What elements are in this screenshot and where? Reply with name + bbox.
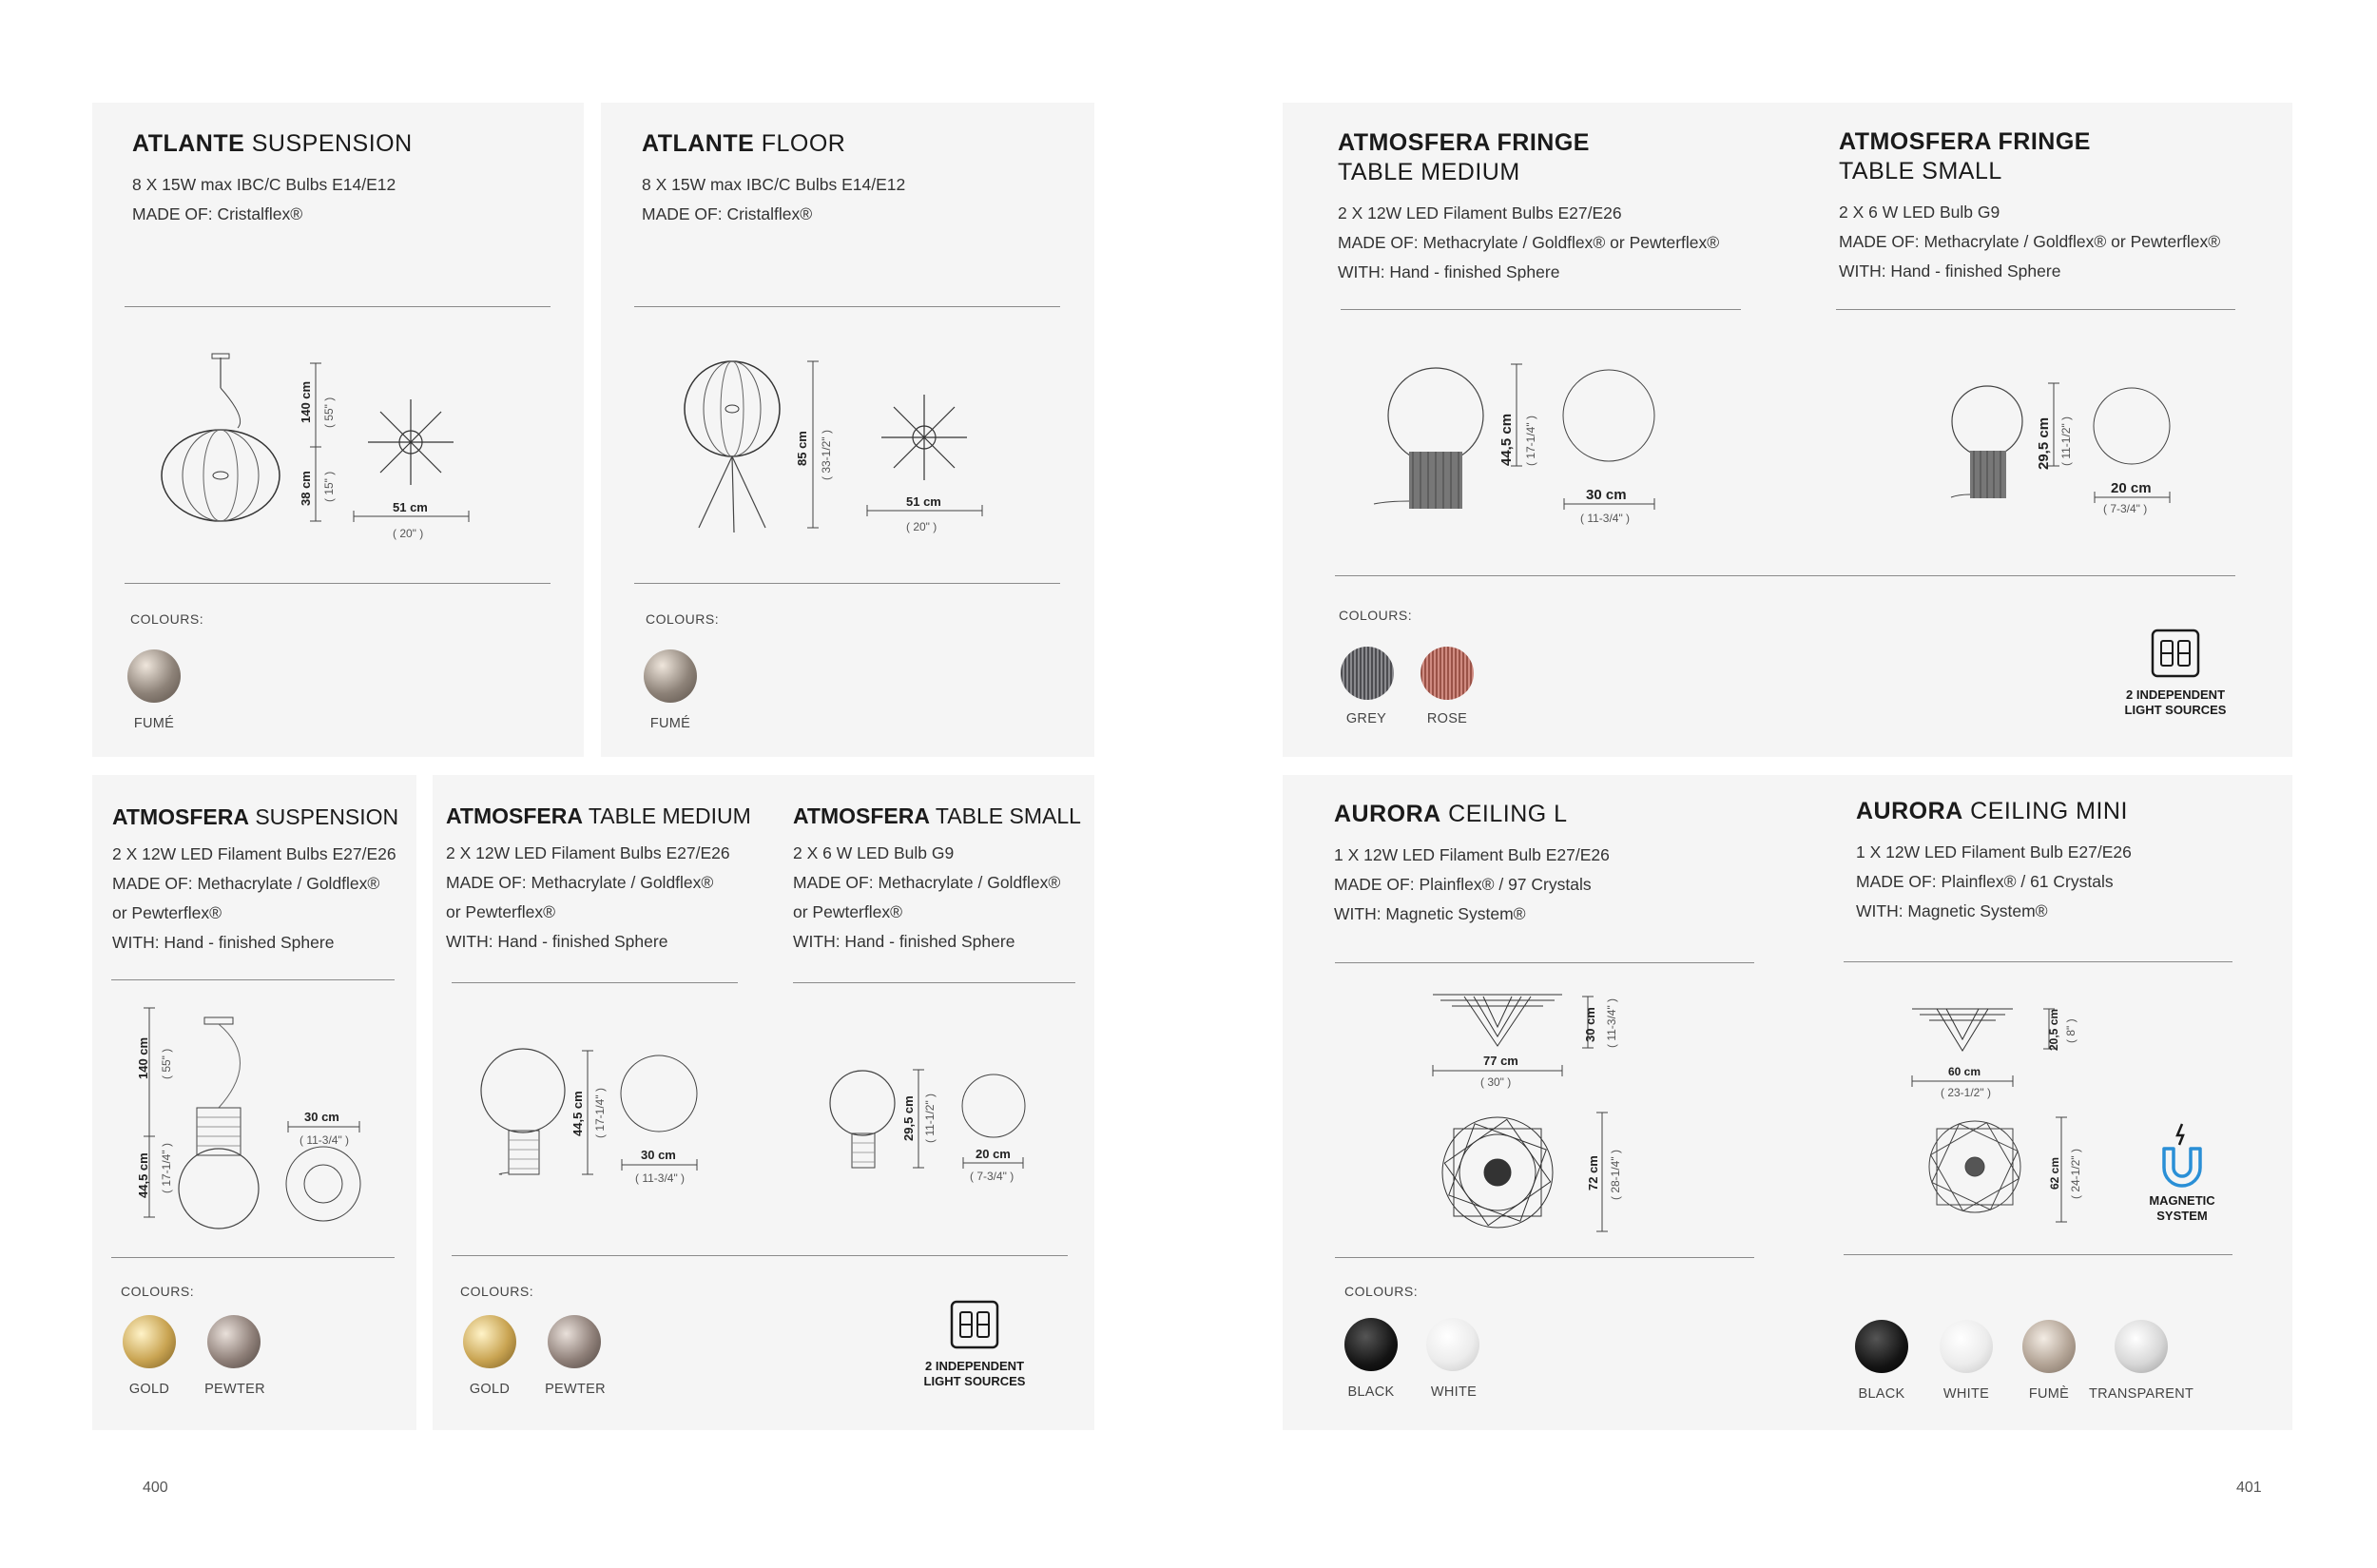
spec-line: 2 X 12W LED Filament Bulbs E27/E26	[112, 844, 396, 863]
divider	[125, 583, 551, 584]
colour-name: BLACK	[1858, 1386, 1905, 1402]
spec-line: MADE OF: Cristalflex®	[132, 204, 303, 223]
colour-swatch-fume[interactable]	[2022, 1320, 2076, 1373]
spec-line: 1 X 12W LED Filament Bulb E27/E26	[1856, 842, 2132, 861]
dim-width-inch: ( 20" )	[906, 520, 937, 533]
divider	[125, 306, 551, 307]
spec-line: 8 X 15W max IBC/C Bulbs E14/E12	[132, 175, 396, 194]
spec-line: MADE OF: Plainflex® / 61 Crystals	[1856, 872, 2114, 891]
page-number: 401	[2236, 1480, 2262, 1496]
spec-line: WITH: Hand - finished Sphere	[112, 933, 335, 952]
colour-name: TRANSPARENT	[2089, 1386, 2194, 1402]
colour-swatch-transparent[interactable]	[2115, 1320, 2168, 1373]
atmosfera-table-small-info	[793, 802, 1081, 957]
colours-label: COLOURS:	[460, 1284, 534, 1299]
colour-name: FUMÈ	[2028, 1386, 2070, 1402]
colour-name: WHITE	[1430, 1384, 1478, 1400]
dim-height: 140 cm	[136, 1036, 150, 1079]
atmosfera-suspension-info	[112, 803, 398, 958]
atlante-floor-drawing	[666, 342, 1008, 552]
dim-width: 60 cm	[1948, 1065, 1981, 1078]
product-title: AURORA CEILING L	[1334, 801, 1568, 827]
dim-height-inch: ( 17-1/4" )	[593, 1088, 607, 1138]
colours-label: COLOURS:	[646, 611, 720, 627]
dim-width: 20 cm	[2111, 480, 2152, 496]
colours-label: COLOURS:	[1339, 608, 1413, 623]
dim-sub-inch: ( 17-1/4" )	[160, 1143, 173, 1193]
spec-line: MADE OF: Methacrylate / Goldflex® or Pewterflex®	[1338, 233, 1720, 252]
dim-height-inch: ( 11-1/2" )	[923, 1093, 937, 1143]
dim-height-inch: ( 55" )	[160, 1048, 173, 1079]
colour-swatch-gold[interactable]	[463, 1315, 516, 1368]
product-title: AURORA CEILING MINI	[1856, 798, 2128, 824]
magnet-icon	[2158, 1122, 2206, 1189]
dim-depth-inch: ( 28-1/4" )	[1609, 1150, 1622, 1200]
dim-height: 20,5 cm	[2047, 1008, 2060, 1051]
aurora-ceiling-l-drawing	[1421, 989, 1650, 1246]
dim-height-inch: ( 8" )	[2064, 1018, 2077, 1043]
spec-line: MADE OF: Cristalflex®	[642, 204, 813, 223]
badge-label: 2 INDEPENDENT LIGHT SOURCES	[2124, 687, 2227, 717]
dim-height-inch: ( 33-1/2" )	[820, 430, 833, 480]
spec-line: 2 X 12W LED Filament Bulbs E27/E26	[1338, 203, 1622, 223]
spec-line: 8 X 15W max IBC/C Bulbs E14/E12	[642, 175, 906, 194]
colour-swatch-grey[interactable]	[1341, 647, 1394, 700]
aurora-ceiling-mini-info	[1856, 797, 2132, 926]
spec-line: WITH: Hand - finished Sphere	[1839, 261, 2061, 281]
colour-name: GOLD	[128, 1382, 170, 1397]
spec-line: or Pewterflex®	[446, 902, 556, 921]
atlante-suspension-drawing	[152, 342, 494, 552]
spec-line: or Pewterflex®	[793, 902, 903, 921]
badge-label: MAGNETIC SYSTEM	[2149, 1193, 2215, 1223]
divider	[1844, 1254, 2232, 1255]
dim-height-inch: ( 17-1/4" )	[1524, 416, 1537, 466]
colour-name: FUMÉ	[133, 716, 175, 731]
product-title: ATMOSFERA FRINGE	[1839, 128, 2091, 155]
dim-sub: 44,5 cm	[136, 1152, 150, 1198]
dim-width-inch: ( 30" )	[1480, 1075, 1512, 1089]
spec-line: 1 X 12W LED Filament Bulb E27/E26	[1334, 845, 1610, 864]
fringe-medium-info	[1338, 128, 1719, 287]
dim-height-inch: ( 55" )	[322, 397, 336, 428]
dim-height: 140 cm	[299, 380, 313, 423]
spec-line: WITH: Hand - finished Sphere	[446, 932, 668, 951]
spec-line: WITH: Magnetic System®	[1856, 901, 2048, 920]
page-number: 400	[143, 1480, 168, 1496]
colour-swatch-white[interactable]	[1940, 1320, 1993, 1373]
fringe-medium-drawing	[1360, 357, 1673, 528]
colour-swatch-black[interactable]	[1855, 1320, 1908, 1373]
spec-line: 2 X 6 W LED Bulb G9	[793, 843, 955, 862]
colour-swatch-pewter[interactable]	[207, 1315, 261, 1368]
divider	[452, 982, 738, 983]
colour-swatch-gold[interactable]	[123, 1315, 176, 1368]
spec-line: 2 X 12W LED Filament Bulbs E27/E26	[446, 843, 730, 862]
divider	[1341, 309, 1741, 310]
divider	[1335, 962, 1754, 963]
dim-height: 44,5 cm	[1498, 413, 1515, 466]
dual-light-source-icon	[2151, 629, 2200, 678]
divider	[1335, 1257, 1754, 1258]
divider	[1844, 961, 2232, 962]
dim-width-inch: ( 23-1/2" )	[1941, 1086, 1991, 1099]
dim-height: 29,5 cm	[2036, 416, 2052, 470]
spec-line: WITH: Magnetic System®	[1334, 904, 1526, 923]
colour-name: WHITE	[1942, 1386, 1990, 1402]
aurora-ceiling-l-info	[1334, 800, 1610, 929]
product-subtitle: TABLE MEDIUM	[1338, 159, 1520, 185]
dim-width: 30 cm	[304, 1110, 339, 1124]
spec-line: MADE OF: Methacrylate / Goldflex®	[112, 874, 380, 893]
dim-width-inch: ( 7-3/4" )	[970, 1170, 1015, 1183]
colour-swatch-fume[interactable]	[127, 649, 181, 703]
colour-swatch-rose[interactable]	[1420, 647, 1474, 700]
colour-swatch-black[interactable]	[1344, 1318, 1398, 1371]
dim-height: 29,5 cm	[901, 1095, 916, 1141]
dual-light-source-icon	[950, 1300, 999, 1349]
divider	[452, 1255, 1068, 1256]
dim-height-inch: ( 11-3/4" )	[1605, 997, 1618, 1048]
atmosfera-suspension-drawing	[128, 1003, 376, 1231]
dim-width: 30 cm	[641, 1148, 676, 1162]
badge-label: 2 INDEPENDENT LIGHT SOURCES	[923, 1359, 1026, 1388]
dim-sub-inch: ( 15" )	[322, 471, 336, 502]
product-title: ATMOSFERA SUSPENSION	[112, 804, 399, 829]
dim-width: 51 cm	[393, 500, 428, 514]
product-title: ATLANTE SUSPENSION	[132, 130, 413, 157]
aurora-ceiling-mini-drawing	[1906, 1003, 2097, 1231]
atmosfera-table-medium-info	[446, 802, 751, 957]
divider	[111, 1257, 395, 1258]
divider	[111, 979, 395, 980]
divider	[634, 306, 1060, 307]
divider	[1335, 575, 2235, 576]
divider	[1836, 309, 2235, 310]
colour-name: PEWTER	[204, 1382, 265, 1397]
colour-name: FUMÉ	[649, 716, 691, 731]
dim-width-inch: ( 11-3/4" )	[300, 1133, 350, 1147]
colour-name: GREY	[1345, 711, 1387, 726]
atlante-floor-info	[642, 129, 905, 229]
divider	[793, 982, 1075, 983]
dim-width: 51 cm	[906, 494, 941, 509]
colour-name: ROSE	[1426, 711, 1468, 726]
colour-swatch-white[interactable]	[1426, 1318, 1479, 1371]
dim-depth-inch: ( 24-1/2" )	[2069, 1149, 2082, 1199]
dim-width: 30 cm	[1586, 487, 1627, 503]
spec-line: WITH: Hand - finished Sphere	[1338, 262, 1560, 281]
dim-width: 77 cm	[1483, 1054, 1518, 1068]
spec-line: MADE OF: Methacrylate / Goldflex® or Pewterflex®	[1839, 232, 2221, 251]
colours-label: COLOURS:	[121, 1284, 195, 1299]
divider	[634, 583, 1060, 584]
dim-width-inch: ( 20" )	[393, 527, 424, 540]
spec-line: MADE OF: Methacrylate / Goldflex®	[446, 873, 714, 892]
spec-line: MADE OF: Methacrylate / Goldflex®	[793, 873, 1061, 892]
dim-height: 30 cm	[1583, 1007, 1597, 1042]
spec-line: or Pewterflex®	[112, 903, 222, 922]
dim-width-inch: ( 11-3/4" )	[635, 1171, 686, 1185]
dim-width-inch: ( 7-3/4" )	[2103, 502, 2148, 515]
dim-height: 85 cm	[795, 431, 809, 466]
colours-label: COLOURS:	[1344, 1284, 1419, 1299]
colour-swatch-pewter[interactable]	[548, 1315, 601, 1368]
atlante-suspension-info	[132, 129, 413, 229]
colour-name: GOLD	[469, 1382, 511, 1397]
colour-swatch-fume[interactable]	[644, 649, 697, 703]
dim-sub: 38 cm	[299, 471, 313, 506]
fringe-small-info	[1839, 127, 2220, 286]
fringe-small-drawing	[1949, 378, 2187, 521]
dim-depth: 62 cm	[2048, 1156, 2061, 1190]
product-title: ATMOSFERA FRINGE	[1338, 129, 1590, 156]
product-title: ATMOSFERA TABLE SMALL	[793, 803, 1081, 828]
spec-line: WITH: Hand - finished Sphere	[793, 932, 1015, 951]
dim-width-inch: ( 11-3/4" )	[1580, 512, 1631, 525]
atmosfera-table-small-drawing	[818, 1065, 1046, 1198]
dim-width: 20 cm	[976, 1147, 1011, 1161]
product-title: ATMOSFERA TABLE MEDIUM	[446, 803, 751, 828]
spec-line: 2 X 6 W LED Bulb G9	[1839, 203, 2000, 222]
colours-label: COLOURS:	[130, 611, 204, 627]
dim-height-inch: ( 11-1/2" )	[2059, 416, 2073, 466]
dim-height: 44,5 cm	[570, 1091, 585, 1136]
colour-name: BLACK	[1347, 1384, 1395, 1400]
spec-line: MADE OF: Plainflex® / 97 Crystals	[1334, 875, 1592, 894]
dim-depth: 72 cm	[1586, 1155, 1600, 1191]
atmosfera-table-medium-drawing	[475, 1041, 723, 1193]
product-title: ATLANTE FLOOR	[642, 130, 846, 157]
colour-name: PEWTER	[545, 1382, 606, 1397]
product-subtitle: TABLE SMALL	[1839, 158, 2002, 184]
